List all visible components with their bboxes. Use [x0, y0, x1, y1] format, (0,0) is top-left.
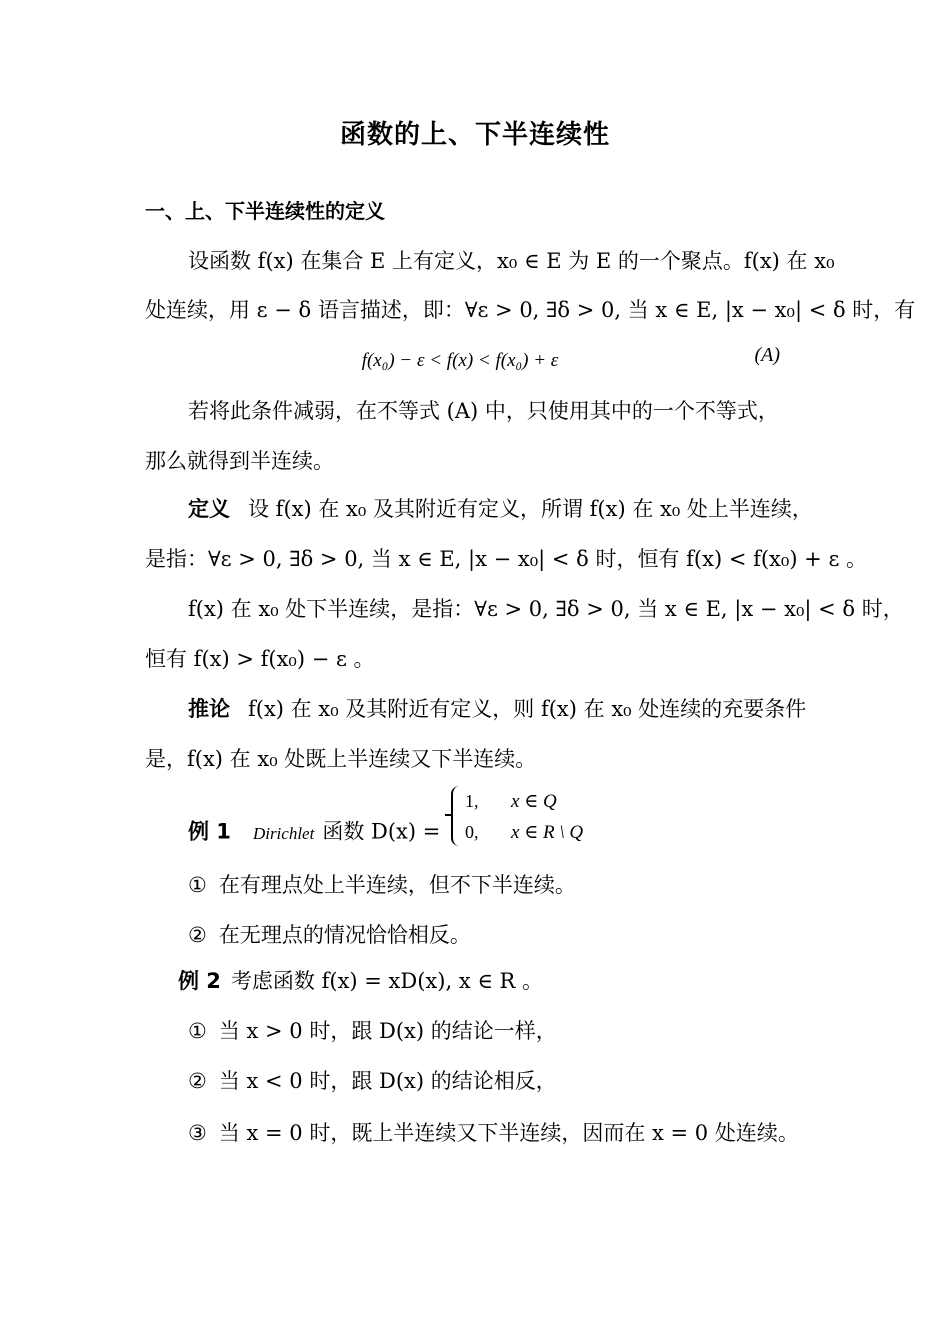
paragraph-line: 设函数 f(x) 在集合 E 上有定义，x₀ ∈ E 为 E 的一个聚点。f(x) 在 x₀ — [188, 249, 835, 273]
definition-line — [188, 494, 813, 524]
definition-line: 恒有 f(x) > f(x₀) − ε 。 — [145, 647, 375, 671]
list-item: ② 当 x < 0 时，跟 D(x) 的结论相反， — [188, 1066, 810, 1096]
definition-line: 是指：∀ε > 0, ∃δ > 0, 当 x ∈ E, |x − x₀| < δ 时，恒有 f(x) < f(x₀) + ε 。 — [145, 547, 868, 571]
definition-text: 设 f(x) 在 x₀ 及其附近有定义，所谓 f(x) 在 x₀ 处上半连续， — [248, 497, 813, 521]
dirichlet-label: Dirichlet — [252, 823, 315, 843]
circled-number: ① — [188, 1019, 207, 1043]
formula-tag: (A) — [754, 344, 780, 366]
corollary-line — [188, 694, 810, 724]
circled-number: ② — [188, 1069, 207, 1093]
example-keyword: 例 2 — [178, 969, 221, 993]
paragraph-line: 那么就得到半连续。 — [145, 449, 334, 473]
formula-text: f(x₀) − ε < f(x) < f(x₀) + ε — [361, 350, 559, 371]
paragraph-line: 处连续，用 ε − δ 语言描述，即：∀ε > 0, ∃δ > 0, 当 x ∈ E, |x − x₀| < δ 时，有 — [145, 298, 916, 322]
definition-line: f(x) 在 x₀ 处下半连续，是指：∀ε > 0, ∃δ > 0, 当 x ∈ E, |x − x₀| < δ 时， — [188, 597, 904, 621]
section-heading: 一、上、下半连续性的定义 — [145, 199, 385, 223]
list-item: ③ 当 x = 0 时，既上半连续又下半连续，因而在 x = 0 处连续。 — [188, 1118, 810, 1148]
list-item: ① 当 x > 0 时，跟 D(x) 的结论一样， — [188, 1016, 810, 1046]
paragraph-line: 若将此条件减弱，在不等式 (A) 中，只使用其中的一个不等式， — [188, 399, 779, 423]
definition-keyword: 定义 — [188, 497, 230, 521]
example-1 — [188, 791, 810, 866]
example-text: 考虑函数 f(x) = xD(x), x ∈ R 。 — [230, 969, 544, 993]
example-keyword: 例 1 — [188, 819, 231, 844]
corollary-line: 是，f(x) 在 x₀ 处既上半连续又下半连续。 — [145, 747, 537, 771]
list-item: ① 在有理点处上半连续，但不下半连续。 — [188, 870, 810, 900]
left-brace — [451, 786, 461, 846]
function-label: 函数 D(x) = — [322, 819, 441, 844]
circled-number: ① — [188, 873, 207, 897]
piecewise-cases — [451, 786, 583, 848]
list-item: ② 在无理点的情况恰恰相反。 — [188, 920, 810, 950]
circled-number: ② — [188, 923, 207, 947]
case-row: 0, x ∈ R \ Q — [465, 822, 584, 843]
circled-number: ③ — [188, 1121, 207, 1145]
corollary-keyword: 推论 — [188, 697, 230, 721]
case-row: 1, x ∈ Q — [465, 791, 557, 812]
page-title: 函数的上、下半连续性 — [339, 120, 610, 150]
formula-a — [0, 344, 950, 376]
example-2 — [178, 966, 810, 996]
corollary-text: f(x) 在 x₀ 及其附近有定义，则 f(x) 在 x₀ 处连续的充要条件 — [248, 697, 807, 721]
